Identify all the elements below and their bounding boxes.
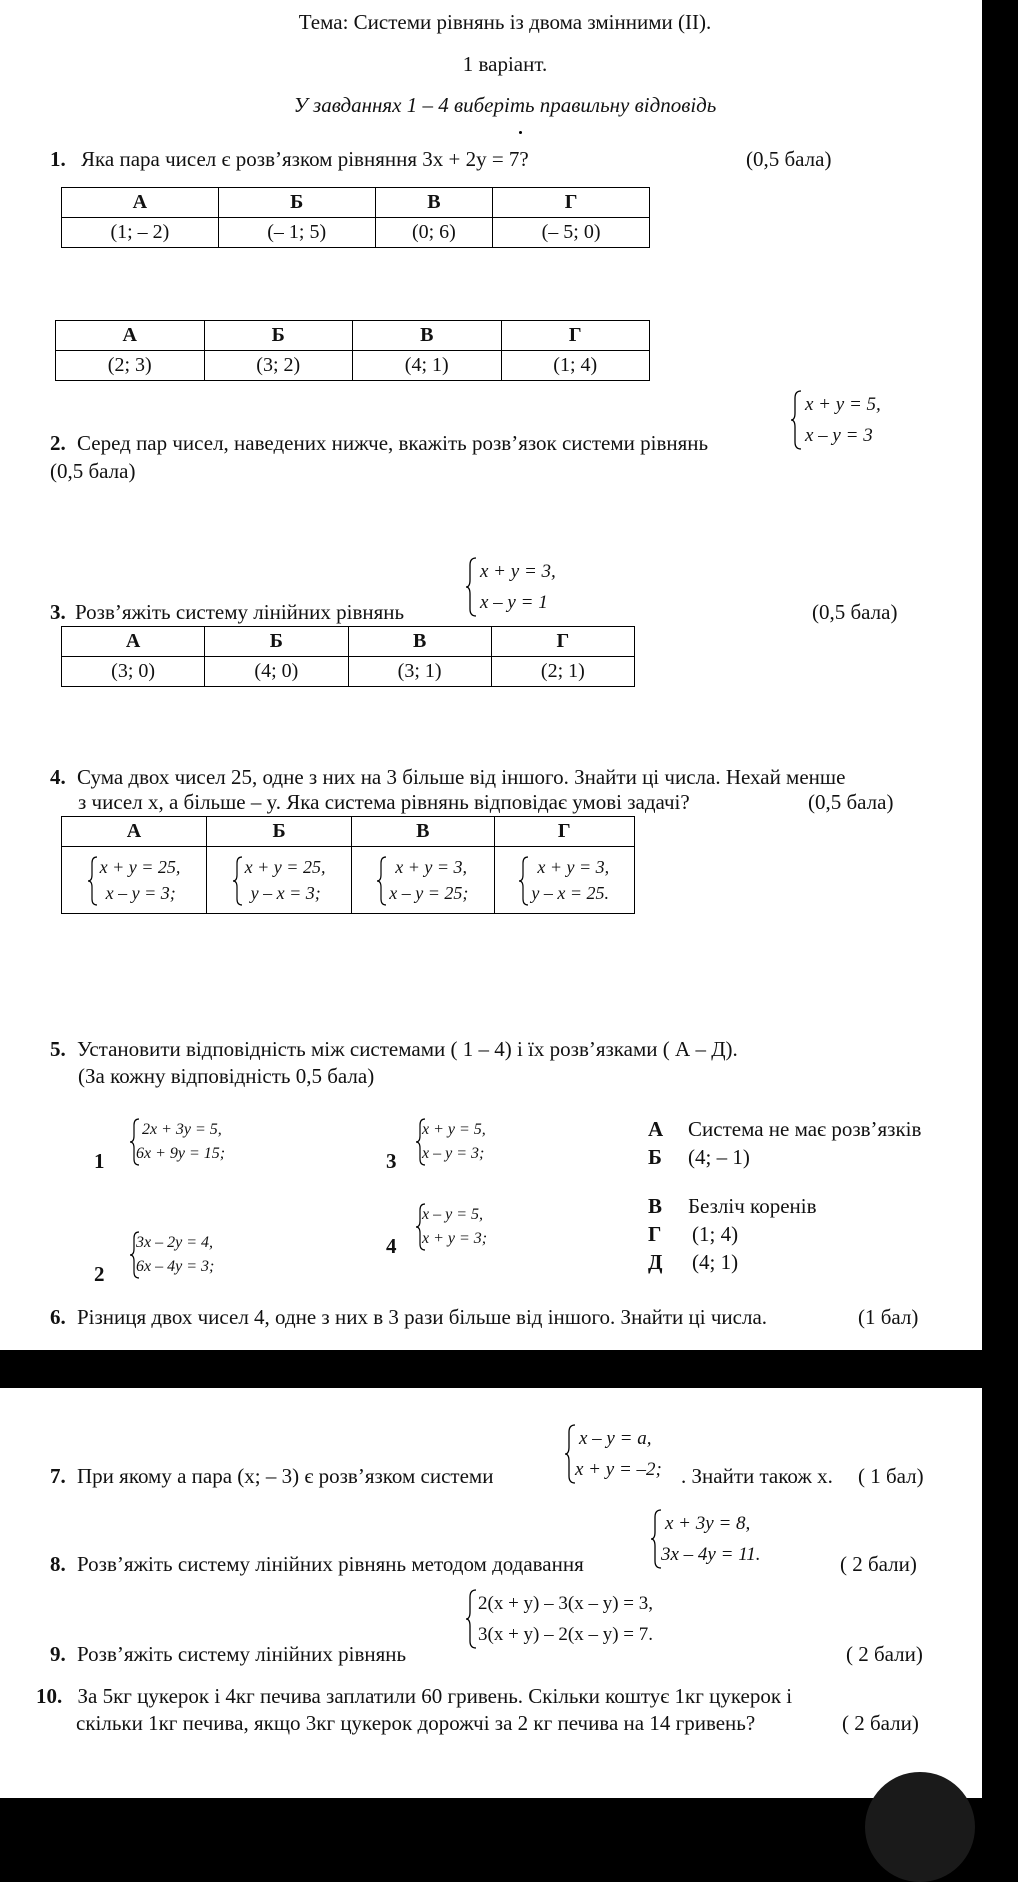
q9-number: 9.	[50, 1642, 66, 1666]
q1-points: (0,5 бала)	[746, 147, 832, 171]
q10-points: ( 2 бали)	[842, 1711, 919, 1735]
q2-header-v: В	[353, 321, 502, 351]
q5-s1-eq1: 2x + 3y = 5,	[142, 1121, 222, 1138]
q3-answer-g: (2; 1)	[491, 657, 634, 687]
q5-answer-a-letter: А	[648, 1117, 664, 1141]
q1-number: 1.	[50, 147, 66, 171]
q2-answer-b: (3; 2)	[204, 351, 353, 381]
q7-tail: . Знайти також x.	[681, 1464, 833, 1488]
q2-system	[791, 389, 901, 451]
q3-text: Розв’яжіть систему лінійних рівнянь	[75, 600, 405, 624]
q5-answer-d-text: (4; 1)	[692, 1250, 739, 1274]
q9-text: Розв’яжіть систему лінійних рівнянь	[77, 1642, 407, 1666]
q4-g-eq1: x + y = 3,	[537, 857, 610, 877]
q3-header-v: В	[348, 627, 491, 657]
q10-number: 10.	[36, 1684, 63, 1708]
q6-number: 6.	[50, 1305, 66, 1329]
q2-question	[50, 431, 708, 456]
q2-header-b: Б	[204, 321, 353, 351]
q4-option-v	[352, 847, 494, 914]
q3-answer-v: (3; 1)	[348, 657, 491, 687]
q2-header-a: А	[56, 321, 205, 351]
brace-icon	[88, 856, 98, 906]
q4-g-eq2: y – x = 25.	[531, 883, 610, 903]
q3-answer-a: (3; 0)	[62, 657, 205, 687]
brace-icon	[130, 1118, 140, 1166]
q8-question	[50, 1552, 584, 1577]
q5-system-1-label: 1	[94, 1149, 105, 1173]
q7-eq2: x + y = –2;	[575, 1459, 662, 1480]
q3-header-b: Б	[205, 627, 348, 657]
q5-text-line2: (За кожну відповідність 0,5 бала)	[78, 1064, 375, 1088]
page-break-bar	[0, 1350, 982, 1388]
q4-answer-table	[61, 816, 635, 914]
q8-system	[651, 1508, 761, 1570]
q2-answer-v: (4; 1)	[353, 351, 502, 381]
q1-answer-b: (– 1; 5)	[218, 218, 375, 248]
q5-system-4	[416, 1203, 487, 1251]
brace-icon	[651, 1508, 663, 1570]
q10-question-line1	[36, 1684, 792, 1709]
right-dark-margin	[982, 0, 1018, 1798]
q9-eq1: 2(x + y) – 3(x – y) = 3,	[478, 1593, 653, 1614]
q4-header-a: А	[62, 817, 207, 847]
variant-label: 1 варіант.	[462, 52, 548, 76]
q2-header-g: Г	[501, 321, 650, 351]
q9-points: ( 2 бали)	[846, 1642, 923, 1666]
q4-text-line2: з чисел x, а більше – y. Яка система рівнянь відповідає умові задачі?	[78, 790, 690, 814]
q5-answer-v-text: Безліч коренів	[688, 1194, 817, 1218]
q3-eq2: x – y = 1	[480, 592, 548, 613]
q5-system-4-label: 4	[386, 1234, 397, 1258]
q6-points: (1 бал)	[858, 1305, 919, 1329]
brace-icon	[466, 1588, 478, 1650]
q7-system	[565, 1423, 662, 1485]
q3-number: 3.	[50, 600, 66, 624]
q5-s4-eq2: x + y = 3;	[422, 1230, 488, 1247]
q1-header-b: Б	[218, 188, 375, 218]
q2-eq1: x + y = 5,	[805, 394, 881, 415]
q1-answer-a: (1; – 2)	[62, 218, 219, 248]
q1-header-a: А	[62, 188, 219, 218]
q5-question-line1	[50, 1037, 738, 1062]
q3-system	[466, 556, 576, 618]
brace-icon	[377, 856, 387, 906]
q9-system	[466, 1588, 653, 1650]
q1-answer-g: (– 5; 0)	[493, 218, 650, 248]
q3-points: (0,5 бала)	[812, 600, 898, 624]
q3-question	[50, 600, 404, 625]
q1-answer-table	[61, 187, 650, 248]
q5-answer-g-text: (1; 4)	[692, 1222, 739, 1246]
q5-s2-eq1: 3x – 2y = 4,	[136, 1234, 213, 1251]
brace-icon	[519, 856, 529, 906]
q1-text: Яка пара чисел є розв’язком рівняння 3x + 2y = 7?	[81, 147, 529, 171]
q4-number: 4.	[50, 765, 66, 789]
q8-number: 8.	[50, 1552, 66, 1576]
q6-question	[50, 1305, 767, 1330]
q1-header-g: Г	[493, 188, 650, 218]
q2-answer-g: (1; 4)	[501, 351, 650, 381]
q7-points: ( 1 бал)	[858, 1464, 924, 1488]
q3-eq1: x + y = 3,	[480, 561, 556, 582]
q3-header-a: А	[62, 627, 205, 657]
q5-number: 5.	[50, 1037, 66, 1061]
brace-icon	[565, 1423, 577, 1485]
q4-option-g	[494, 847, 634, 914]
q5-answer-b-text: (4; – 1)	[688, 1145, 750, 1169]
brace-icon	[791, 389, 803, 451]
q4-a-eq2: x – y = 3;	[105, 883, 176, 903]
q5-s1-eq2: 6x + 9y = 15;	[136, 1145, 226, 1162]
brace-icon	[466, 556, 478, 618]
brace-icon	[416, 1203, 426, 1251]
brace-icon	[416, 1118, 426, 1166]
q4-b-eq1: x + y = 25,	[244, 857, 326, 877]
q8-points: ( 2 бали)	[840, 1552, 917, 1576]
q8-eq1: x + 3y = 8,	[665, 1513, 751, 1534]
q4-header-g: Г	[494, 817, 634, 847]
q5-answer-g-letter: Г	[648, 1222, 662, 1246]
q4-option-a	[62, 847, 207, 914]
q10-text-line1: За 5кг цукерок і 4кг печива заплатили 60 гривень. Скільки коштує 1кг цукерок і	[77, 1684, 793, 1708]
q1-header-v: В	[375, 188, 493, 218]
q5-system-3-label: 3	[386, 1149, 397, 1173]
q4-a-eq1: x + y = 25,	[99, 857, 181, 877]
q4-points: (0,5 бала)	[808, 790, 894, 814]
q5-s3-eq1: x + y = 5,	[422, 1121, 486, 1138]
page-bottom	[0, 1388, 982, 1798]
q5-s3-eq2: x – y = 3;	[422, 1145, 485, 1162]
scroll-button[interactable]	[865, 1772, 975, 1882]
q5-answer-a-text: Система не має розв’язків	[688, 1117, 922, 1141]
q2-eq2: x – y = 3	[805, 425, 873, 446]
stray-dot	[519, 131, 522, 134]
q2-points: (0,5 бала)	[50, 459, 136, 483]
q2-answer-table	[55, 320, 650, 381]
q9-question	[50, 1642, 406, 1667]
q7-eq1: x – y = a,	[579, 1428, 652, 1449]
q2-number: 2.	[50, 431, 66, 455]
q3-answer-b: (4; 0)	[205, 657, 348, 687]
q5-system-2	[130, 1231, 214, 1279]
q5-answer-v-letter: В	[648, 1194, 663, 1218]
q4-option-b	[207, 847, 352, 914]
q6-text: Різниця двох чисел 4, одне з них в 3 рази більше від іншого. Знайти ці числа.	[77, 1305, 768, 1329]
q4-header-v: В	[352, 817, 494, 847]
q5-s2-eq2: 6x – 4y = 3;	[136, 1258, 215, 1275]
q7-number: 7.	[50, 1464, 66, 1488]
brace-icon	[130, 1231, 140, 1279]
q7-question	[50, 1464, 493, 1489]
q5-answer-d-letter: Д	[648, 1250, 663, 1274]
q1-question	[50, 147, 529, 172]
q4-v-eq2: x – y = 25;	[389, 883, 469, 903]
q3-header-g: Г	[491, 627, 634, 657]
instruction-text: У завданнях 1 – 4 виберіть правильну відповідь	[293, 93, 717, 117]
q4-text-line1: Сума двох чисел 25, одне з них на 3 більше від іншого. Знайти ці числа. Нехай менше	[77, 765, 846, 789]
q5-s4-eq1: x – y = 5,	[422, 1206, 483, 1223]
q2-text: Серед пар чисел, наведених нижче, вкажіть розв’язок системи рівнянь	[77, 431, 709, 455]
q5-answer-b-letter: Б	[648, 1145, 662, 1169]
brace-icon	[233, 856, 243, 906]
q3-answer-table	[61, 626, 635, 687]
q5-text-line1: Установити відповідність між системами ( 1 – 4) і їх розв’язками ( А – Д).	[77, 1037, 738, 1061]
q10-text-line2: скільки 1кг печива, якщо 3кг цукерок дорожчі за 2 кг печива на 14 гривень?	[76, 1711, 756, 1735]
q5-system-3	[416, 1118, 486, 1166]
q8-eq2: 3x – 4y = 11.	[661, 1544, 761, 1565]
q4-header-b: Б	[207, 817, 352, 847]
q2-answer-a: (2; 3)	[56, 351, 205, 381]
q5-system-2-label: 2	[94, 1262, 105, 1286]
q4-question-line1	[50, 765, 845, 790]
q5-system-1	[130, 1118, 225, 1166]
q7-text: При якому a пара (x; – 3) є розв’язком системи	[77, 1464, 494, 1488]
page-title: Тема: Системи рівнянь із двома змінними (ІІ).	[298, 10, 712, 34]
q9-eq2: 3(x + y) – 2(x – y) = 7.	[478, 1624, 653, 1645]
q4-v-eq1: x + y = 3,	[395, 857, 468, 877]
q8-text: Розв’яжіть систему лінійних рівнянь методом додавання	[77, 1552, 584, 1576]
q1-answer-v: (0; 6)	[375, 218, 493, 248]
q4-b-eq2: y – x = 3;	[250, 883, 321, 903]
